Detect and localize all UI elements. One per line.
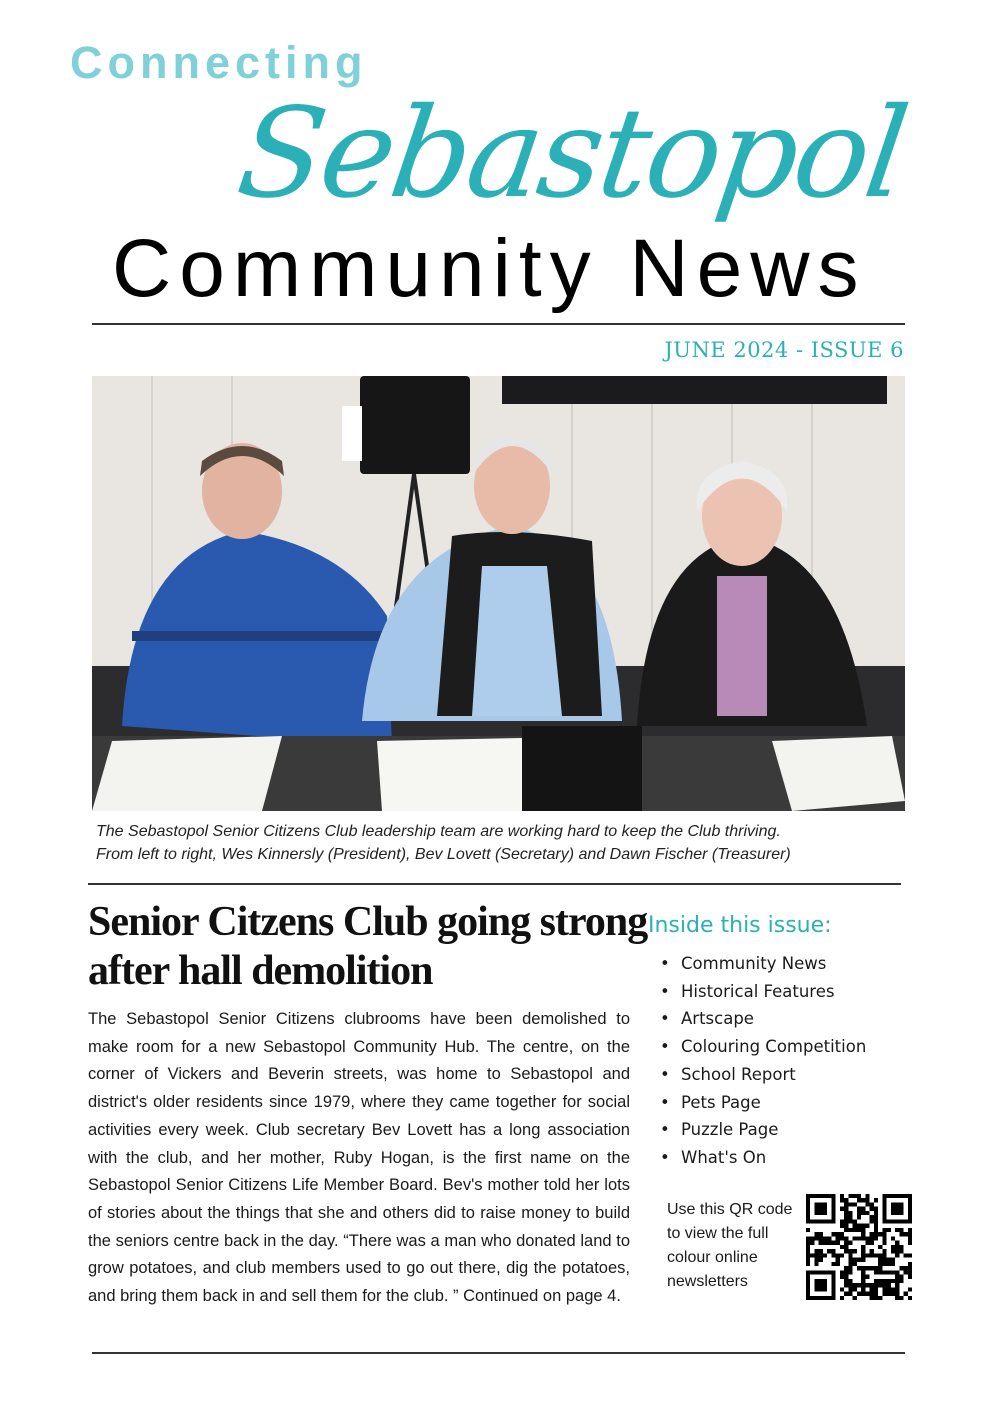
qr-code-icon[interactable] [806, 1194, 912, 1300]
contents-list [660, 950, 866, 1172]
masthead-sebastopol: Sebastopol [229, 82, 914, 226]
masthead-connecting: Connecting [70, 37, 368, 88]
qr-instructions: Use this QR code to view the full colour online newsletters [667, 1201, 793, 1290]
divider [88, 883, 901, 885]
divider [92, 323, 905, 325]
speaker [360, 376, 470, 474]
contents-item: • Puzzle Page [660, 1116, 866, 1144]
inside-issue-title: Inside this issue: [648, 913, 832, 938]
contents-item: • What's On [660, 1144, 866, 1172]
contents-item: • Community News [660, 950, 866, 978]
masthead-community-news: Community News [112, 223, 867, 314]
article-body: The Sebastopol Senior Citizens clubrooms have been demolished to make room for a new Sebastopol Community Hub. The centre, on the corner of Vickers and Beverin streets, was home to Sebastopol and district's older residents since 1979, where they came together for social activities every week. Club secretary Bev Lovett has a long association with the club, and her mother, Ruby Hogan, is the first name on the Sebastopol Senior Citizens Life Member Board. Bev's mother told her lots of stories about the things that she and others did to raise money to build the seniors centre back in the day. “There was a man who donated land to grow potatoes, and club members used to go out there, dig the potatoes, and bring them back in and sell them for the club. ” Continued on page 4. [88, 1010, 630, 1306]
caption-line: From left to right, Wes Kinnersly (President), Bev Lovett (Secretary) and Dawn Fischer (Treasurer) [96, 846, 791, 863]
contents-item: • Colouring Competition [660, 1033, 866, 1061]
divider [92, 1352, 905, 1354]
contents-item: • Artscape [660, 1005, 866, 1033]
contents-item: • School Report [660, 1061, 866, 1089]
cover-photo [92, 376, 905, 811]
tv-screen [502, 376, 887, 404]
issue-label: JUNE 2024 - ISSUE 6 [664, 338, 904, 362]
caption-line: The Sebastopol Senior Citizens Club leadership team are working hard to keep the Club thriving. [96, 823, 781, 840]
contents-item: • Historical Features [660, 978, 866, 1006]
photo-caption [96, 820, 905, 866]
contents-item: • Pets Page [660, 1089, 866, 1117]
article-headline: Senior Citzens Club going strong after hall demolition [88, 899, 648, 994]
